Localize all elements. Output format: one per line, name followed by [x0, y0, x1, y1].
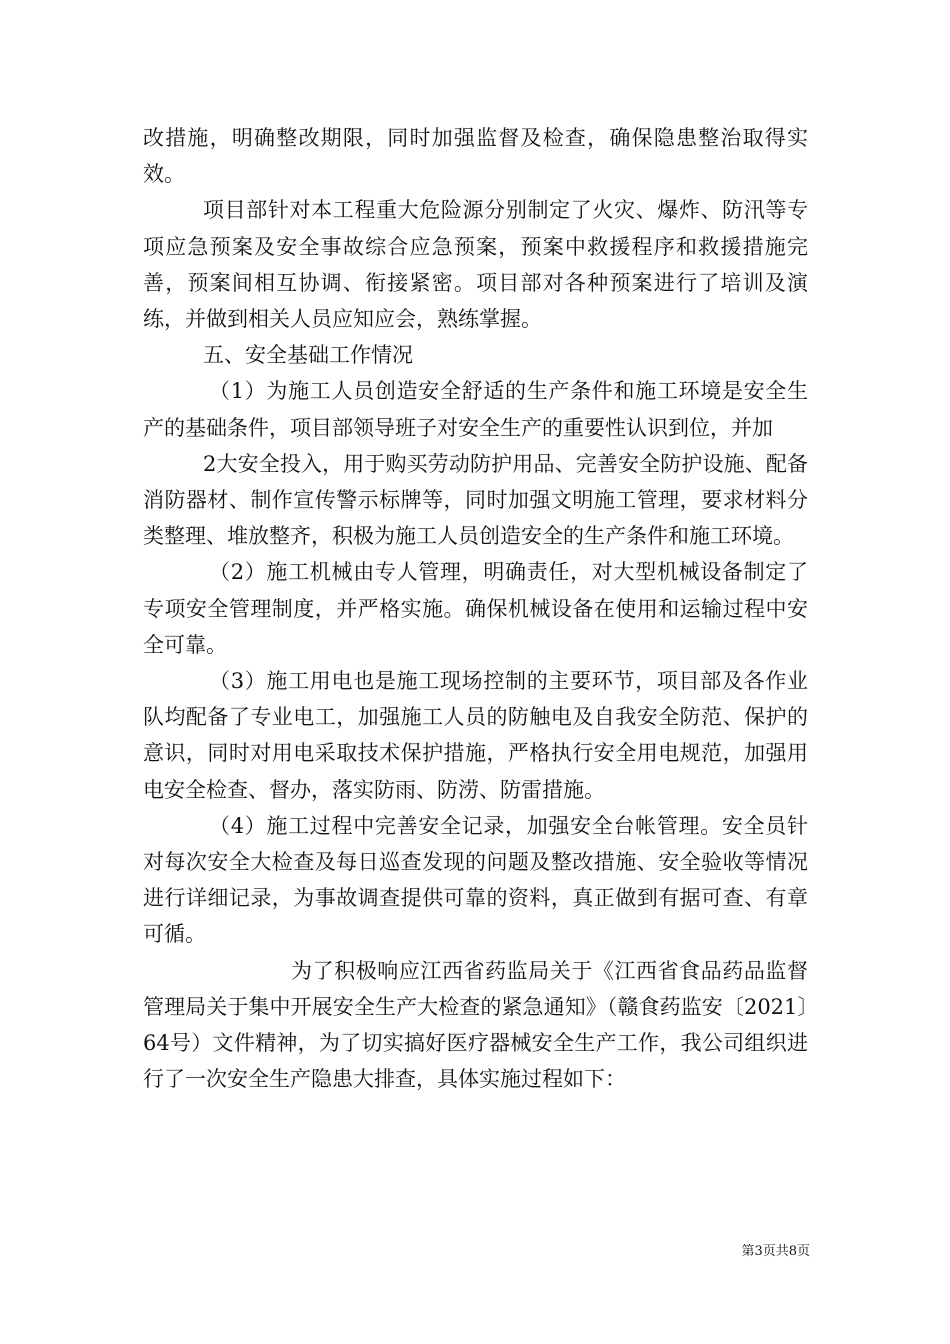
- paragraph-notice-response: 为了积极响应江西省药监局关于《江西省食品药品监督管理局关于集中开展安全生产大检查的紧急通知》（赣食药监安〔2021〕64号）文件精神，为了切实搞好医疗器械安全生产工作，我公司组织进行了一次安全生产隐患大排查，具体实施过程如下：: [143, 958, 808, 1092]
- paragraph-item-1: （1）为施工人员创造安全舒适的生产条件和施工环境是安全生产的基础条件，项目部领导班子对安全生产的重要性认识到位，并加: [143, 379, 808, 440]
- paragraph-emergency-plans: 项目部针对本工程重大危险源分别制定了火灾、爆炸、防汛等专项应急预案及安全事故综合应急预案，预案中救援程序和救援措施完善，预案间相互协调、衔接紧密。项目部对各种预案进行了培训及演练，并做到相关人员应知应会，熟练掌握。: [143, 198, 808, 332]
- page-number: 第3页共8页: [741, 1244, 810, 1259]
- paragraph-safety-investment: 2大安全投入，用于购买劳动防护用品、完善安全防护设施、配备消防器材、制作宣传警示标牌等，同时加强文明施工管理，要求材料分类整理、堆放整齐，积极为施工人员创造安全的生产条件和施工环境。: [143, 451, 808, 549]
- paragraph-item-2: （2）施工机械由专人管理，明确责任，对大型机械设备制定了专项安全管理制度，并严格实施。确保机械设备在使用和运输过程中安全可靠。: [143, 560, 808, 657]
- paragraph-rectification: 改措施，明确整改期限，同时加强监督及检查，确保隐患整治取得实效。: [143, 126, 808, 187]
- section-heading-safety-basics: 五、安全基础工作情况: [203, 343, 413, 368]
- paragraph-item-4: （4）施工过程中完善安全记录，加强安全台帐管理。安全员针对每次安全大检查及每日巡查发现的问题及整改措施、安全验收等情况进行详细记录，为事故调查提供可靠的资料，真正做到有据可查、有章可循。: [143, 813, 808, 947]
- document-body: [143, 120, 808, 1097]
- paragraph-item-3: （3）施工用电也是施工现场控制的主要环节，项目部及各作业队均配备了专业电工，加强施工人员的防触电及自我安全防范、保护的意识，同时对用电采取技术保护措施，严格执行安全用电规范，加强用电安全检查、督办，落实防雨、防涝、防雷措施。: [143, 669, 808, 802]
